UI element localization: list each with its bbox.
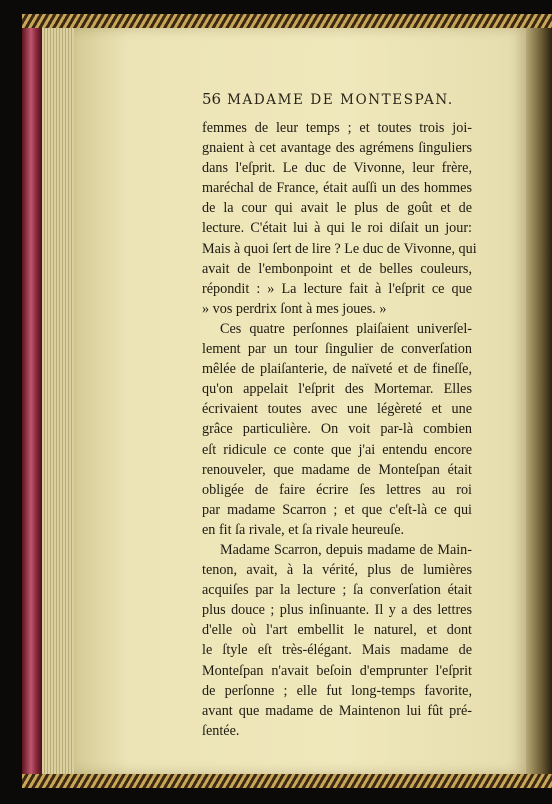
text-line: eſt ridicule ce conte que j'ai entendu encore [202,441,472,458]
text-line: femmes de leur temps ; et toutes trois joi- [202,120,472,136]
text-line: d'elle où l'art embellit le naturel, et dont [202,622,472,639]
text-line: Monteſpan n'avait beſoin d'emprunter l'eſprit [202,662,472,679]
binding-edge [526,28,552,774]
text-line: » vos perdrix ſont à mes joues. » [202,300,387,317]
text-line: lement par un tour ſingulier de converſation [202,341,472,358]
text-line: de la cour qui avait le plus de goût et de [202,200,472,217]
text-line: acquiſes par la lecture ; ſa converſation était [202,582,472,599]
text-line: écrivaient toutes avec une légèreté et une [202,401,472,418]
running-title: MADAME DE MONTESPAN. [227,92,454,108]
text-line: gnaient à cet avantage des agrémens ſinguliers [202,140,472,157]
text-line: qu'on appelait l'eſprit des Mortemar. Elles [202,381,472,398]
gilt-edge-top [22,14,552,28]
paragraph [202,319,472,540]
text-line: Madame Scarron, depuis madame de Main- [220,541,472,558]
text-line: Mais à quoi ſert de lire ? Le duc de Vivonne, qui [202,240,477,257]
text-line: avait de l'embonpoint et de belles couleurs, [202,260,472,277]
paragraph [202,118,477,319]
page-number: 56 [202,90,222,108]
text-line: lecture. C'était lui à qui le roi diſait un jour: [202,220,472,237]
text-line: dans l'eſprit. Le duc de Vivonne, leur frère, [202,160,472,177]
text-line: avant que madame de Maintenon lui fût pré- [202,702,472,719]
text-line: maréchal de France, était auſſi un des hommes [202,180,472,197]
text-line: plus douce ; plus inſinuante. Il y a des lettres [202,602,472,619]
running-header [202,90,502,108]
gilt-edge-bottom [22,774,552,788]
text-line: par madame Scarron ; et que c'eſt-là ce qui [202,501,472,518]
text-line: le ſtyle eſt très-élégant. Mais madame de [202,642,472,659]
page-stack [42,28,74,776]
text-line: en fit ſa rivale, et ſa rivale heureuſe. [202,521,405,538]
text-line: de perſonne ; elle fut long-temps favorite, [202,682,472,699]
text-line: obligée de faire écrire ſes lettres au roi [202,481,472,498]
text-line: renouveler, que madame de Monteſpan était [202,461,472,478]
text-line: répondit : » La lecture fait à l'eſprit ce que [202,280,472,297]
body-text [202,118,477,741]
text-line: tenon, avait, à la vérité, plus de lumières [202,562,472,579]
marbled-edge [22,28,42,776]
text-line: ſentée. [202,722,240,739]
text-line: Ces quatre perſonnes plaiſaient univerſel- [220,320,472,337]
text-line: mêlée de plaiſanterie, de naïveté et de fineſſe, [202,361,472,378]
text-line: grâce particulière. On voit par-là combien [202,421,472,438]
paragraph [202,540,472,741]
